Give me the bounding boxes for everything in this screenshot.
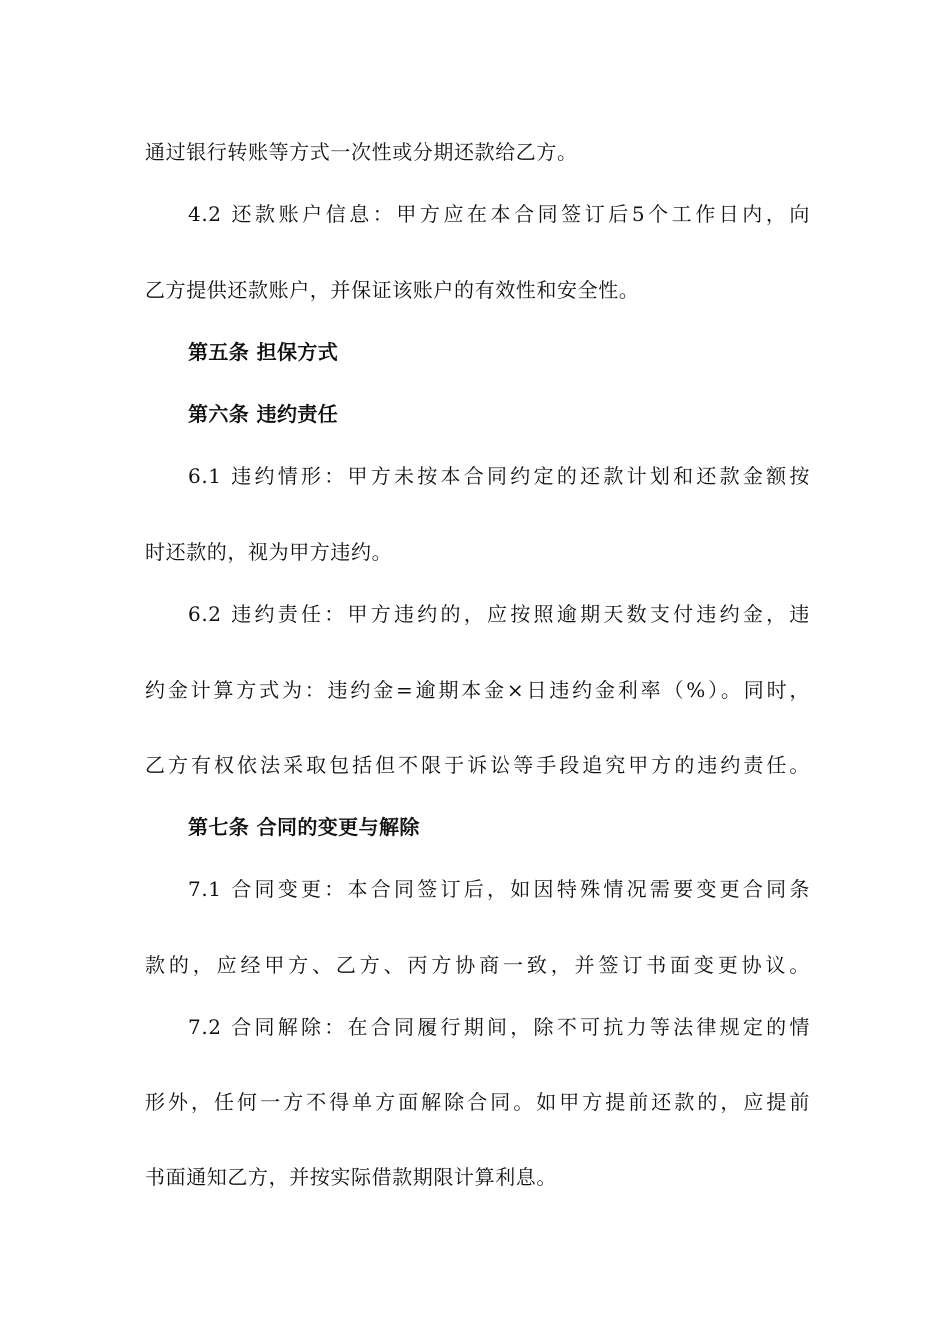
clause-7-1-line: 7.1 合同变更：本合同签订后，如因特殊情况需要变更合同条 — [188, 877, 810, 901]
paragraph-line: 书面通知乙方，并按实际借款期限计算利息。 — [145, 1165, 557, 1189]
article-7-heading: 第七条 合同的变更与解除 — [188, 815, 420, 839]
paragraph-line: 乙方有权依法采取包括但不限于诉讼等手段追究甲方的违约责任。 — [145, 753, 810, 777]
paragraph-line: 时还款的，视为甲方违约。 — [145, 540, 393, 564]
clause-7-2-line: 7.2 合同解除：在合同履行期间，除不可抗力等法律规定的情 — [188, 1015, 810, 1039]
clause-4-2-line: 4.2 还款账户信息：甲方应在本合同签订后5个工作日内，向 — [188, 202, 810, 226]
paragraph-line: 乙方提供还款账户，并保证该账户的有效性和安全性。 — [145, 278, 640, 302]
paragraph-line: 形外，任何一方不得单方面解除合同。如甲方提前还款的，应提前 — [145, 1090, 810, 1114]
paragraph-line: 款的，应经甲方、乙方、丙方协商一致，并签订书面变更协议。 — [145, 953, 810, 977]
paragraph-line: 通过银行转账等方式一次性或分期还款给乙方。 — [145, 140, 578, 164]
article-6-heading: 第六条 违约责任 — [188, 402, 339, 426]
paragraph-line: 约金计算方式为：违约金=逾期本金×日违约金利率（%）。同时， — [145, 678, 810, 702]
clause-6-1-line: 6.1 违约情形：甲方未按本合同约定的还款计划和还款金额按 — [188, 464, 810, 488]
article-5-heading: 第五条 担保方式 — [188, 340, 339, 364]
clause-6-2-line: 6.2 违约责任：甲方违约的，应按照逾期天数支付违约金，违 — [188, 602, 810, 626]
